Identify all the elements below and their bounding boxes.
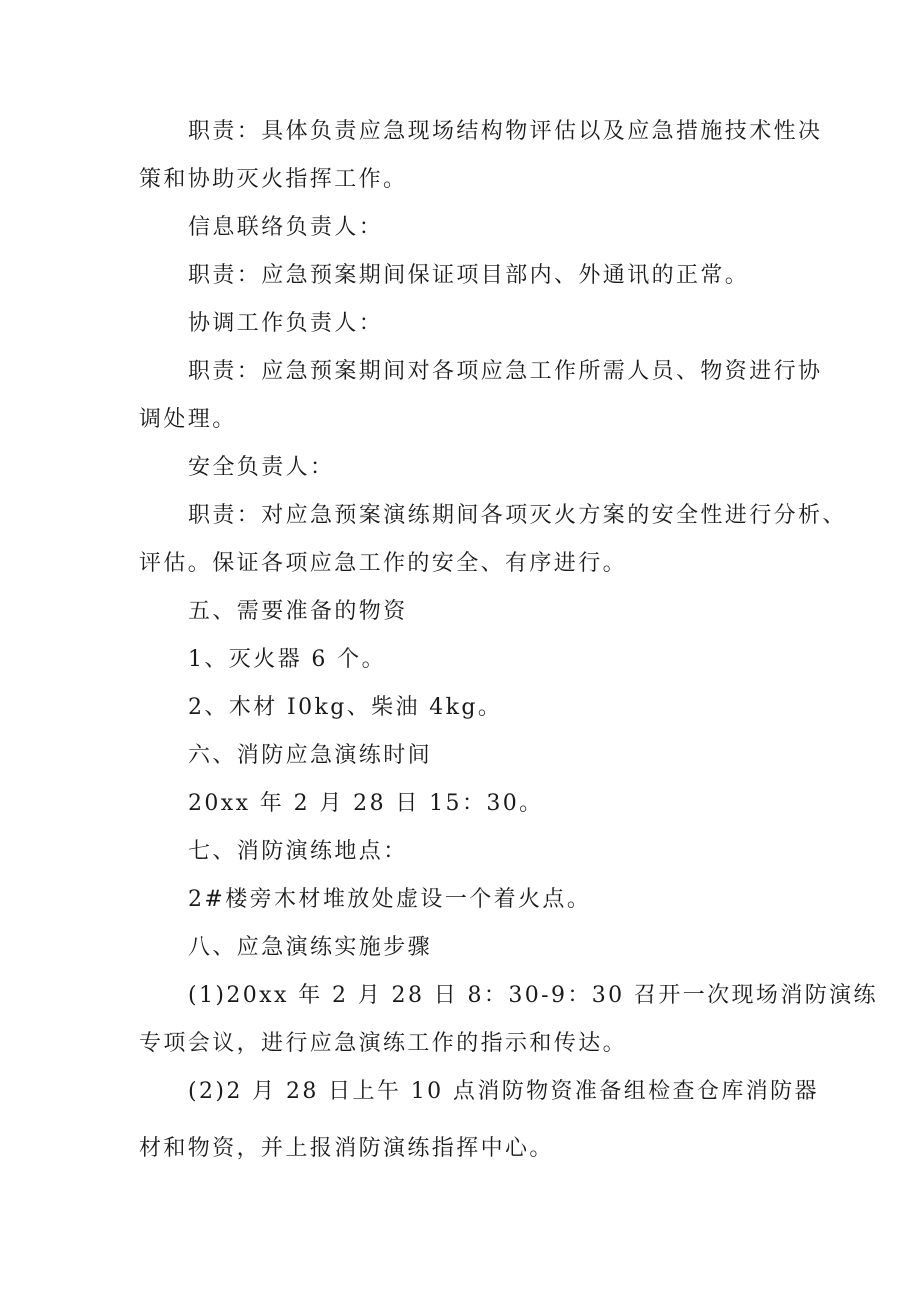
duty-structural-line-2: 策和协助灭火指挥工作。 (139, 167, 408, 192)
duty-safety-line-2: 评估。保证各项应急工作的安全、有序进行。 (139, 551, 628, 576)
role-communication-heading: 信息联络负责人： (188, 215, 384, 240)
step-2-line-2: 材和物资，并上报消防演练指挥中心。 (139, 1136, 554, 1161)
duty-coordination-line-1: 职责：应急预案期间对各项应急工作所需人员、物资进行协 (188, 359, 823, 384)
materials-item-2: 2、木材 I0kg、柴油 4kg。 (188, 695, 503, 720)
role-safety-heading: 安全负责人： (188, 455, 335, 480)
materials-item-1: 1、灭火器 6 个。 (188, 647, 386, 672)
section-steps-heading: 八、应急演练实施步骤 (188, 935, 433, 960)
role-coordination-heading: 协调工作负责人： (188, 311, 384, 336)
drill-location-line: 2#楼旁木材堆放处虚设一个着火点。 (188, 887, 592, 912)
section-materials-heading: 五、需要准备的物资 (188, 599, 408, 624)
duty-safety-line-1: 职责：对应急预案演练期间各项灭火方案的安全性进行分析、 (188, 503, 847, 528)
step-2-line-1: (2)2 月 28 日上午 10 点消防物资准备组检查仓库消防器 (188, 1079, 819, 1104)
duty-coordination-line-2: 调处理。 (139, 407, 237, 432)
step-1-line-2: 专项会议，进行应急演练工作的指示和传达。 (139, 1031, 628, 1056)
section-time-heading: 六、消防应急演练时间 (188, 743, 433, 768)
section-location-heading: 七、消防演练地点： (188, 839, 408, 864)
duty-communication-line: 职责：应急预案期间保证项目部内、外通讯的正常。 (188, 263, 750, 288)
step-1-line-1: (1)20xx 年 2 月 28 日 8：30-9：30 召开一次现场消防演练 (188, 983, 878, 1008)
drill-time-line: 20xx 年 2 月 28 日 15：30。 (188, 791, 544, 816)
duty-structural-line-1: 职责：具体负责应急现场结构物评估以及应急措施技术性决 (188, 119, 823, 144)
